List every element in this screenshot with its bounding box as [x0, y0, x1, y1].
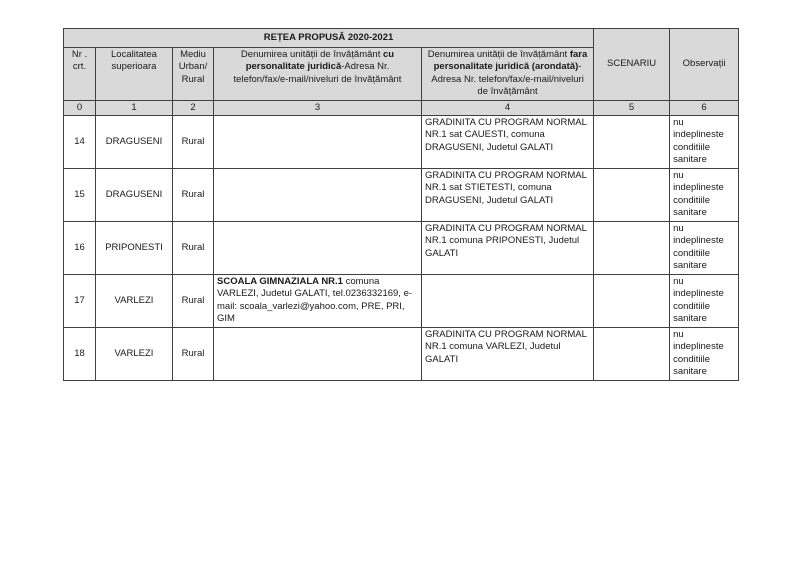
cell-mediu: Rural [173, 169, 214, 222]
cell-unitate-cu [214, 116, 422, 169]
index-cell-6: 6 [670, 100, 739, 115]
header-fara-post: -Adresa Nr. telefon/fax/e-mail/niveluri de învățământ [431, 61, 584, 98]
header-cu-post: -Adresa Nr. telefon/fax/e-mail/niveluri de învățământ [233, 61, 402, 85]
cell-unitate-cu [214, 328, 422, 381]
school-network-table [63, 28, 739, 381]
col-header-localitate: Localitatea superioara [96, 48, 173, 101]
cell-localitate: PRIPONESTI [96, 222, 173, 275]
cell-observatii: nu indeplineste conditiile sanitare [670, 222, 739, 275]
cell-localitate: VARLEZI [96, 275, 173, 328]
col-header-nr-crt: Nr . crt. [64, 48, 96, 101]
cell-unitate-fara: GRADINITA CU PROGRAM NORMAL NR.1 comuna VARLEZI, Judetul GALATI [422, 328, 594, 381]
index-row [64, 100, 739, 115]
col-header-unitate-cu [214, 48, 422, 101]
cell-mediu: Rural [173, 116, 214, 169]
cell-unitate-fara: GRADINITA CU PROGRAM NORMAL NR.1 sat CAUESTI, comuna DRAGUSENI, Judetul GALATI [422, 116, 594, 169]
cell-localitate: VARLEZI [96, 328, 173, 381]
table-title: REȚEA PROPUSĂ 2020-2021 [64, 29, 594, 48]
table-row [64, 275, 739, 328]
title-row [64, 29, 739, 48]
index-cell-1: 1 [96, 100, 173, 115]
cell-mediu: Rural [173, 328, 214, 381]
header-fara-pre: Denumirea unității de învățământ [427, 49, 570, 60]
cell-unitate-cu [214, 222, 422, 275]
col-header-observatii: Observații [670, 29, 739, 101]
table-row [64, 328, 739, 381]
unit-name-bold: SCOALA GIMNAZIALA NR.1 [217, 276, 343, 288]
cell-observatii: nu indeplineste conditiile sanitare [670, 116, 739, 169]
cell-unitate-fara: GRADINITA CU PROGRAM NORMAL NR.1 sat STIETESTI, comuna DRAGUSENI, Judetul GALATI [422, 169, 594, 222]
cell-nr: 18 [64, 328, 96, 381]
table-row [64, 222, 739, 275]
header-cu-bold: cu personalitate juridică [245, 49, 395, 73]
cell-scenariu [594, 222, 670, 275]
table-row [64, 116, 739, 169]
index-cell-0: 0 [64, 100, 96, 115]
index-cell-2: 2 [173, 100, 214, 115]
cell-unitate-cu [214, 169, 422, 222]
cell-nr: 15 [64, 169, 96, 222]
cell-scenariu [594, 169, 670, 222]
index-cell-5: 5 [594, 100, 670, 115]
cell-localitate: DRAGUSENI [96, 169, 173, 222]
col-header-unitate-fara [422, 48, 594, 101]
cell-observatii: nu indeplineste conditiile sanitare [670, 275, 739, 328]
cell-unitate-fara: GRADINITA CU PROGRAM NORMAL NR.1 comuna PRIPONESTI, Judetul GALATI [422, 222, 594, 275]
cell-observatii: nu indeplineste conditiile sanitare [670, 328, 739, 381]
col-header-scenariu: SCENARIU [594, 29, 670, 101]
cell-scenariu [594, 275, 670, 328]
cell-nr: 16 [64, 222, 96, 275]
header-fara-bold: fara personalitate juridică (arondată) [433, 49, 588, 73]
unit-details: comuna VARLEZI, Judetul GALATI, tel.0236332169, e-mail: scoala_varlezi@yahoo.com, PRE, PRI, GIM [217, 276, 413, 325]
cell-localitate: DRAGUSENI [96, 116, 173, 169]
cell-observatii: nu indeplineste conditiile sanitare [670, 169, 739, 222]
cell-mediu: Rural [173, 222, 214, 275]
index-cell-4: 4 [422, 100, 594, 115]
index-cell-3: 3 [214, 100, 422, 115]
header-cu-pre: Denumirea unității de învățământ [240, 49, 383, 60]
cell-nr: 14 [64, 116, 96, 169]
cell-scenariu [594, 328, 670, 381]
col-header-mediu: Mediu Urban/ Rural [173, 48, 214, 101]
cell-unitate-fara [422, 275, 594, 328]
table-row [64, 169, 739, 222]
cell-unitate-cu [214, 275, 422, 328]
cell-mediu: Rural [173, 275, 214, 328]
cell-scenariu [594, 116, 670, 169]
cell-nr: 17 [64, 275, 96, 328]
